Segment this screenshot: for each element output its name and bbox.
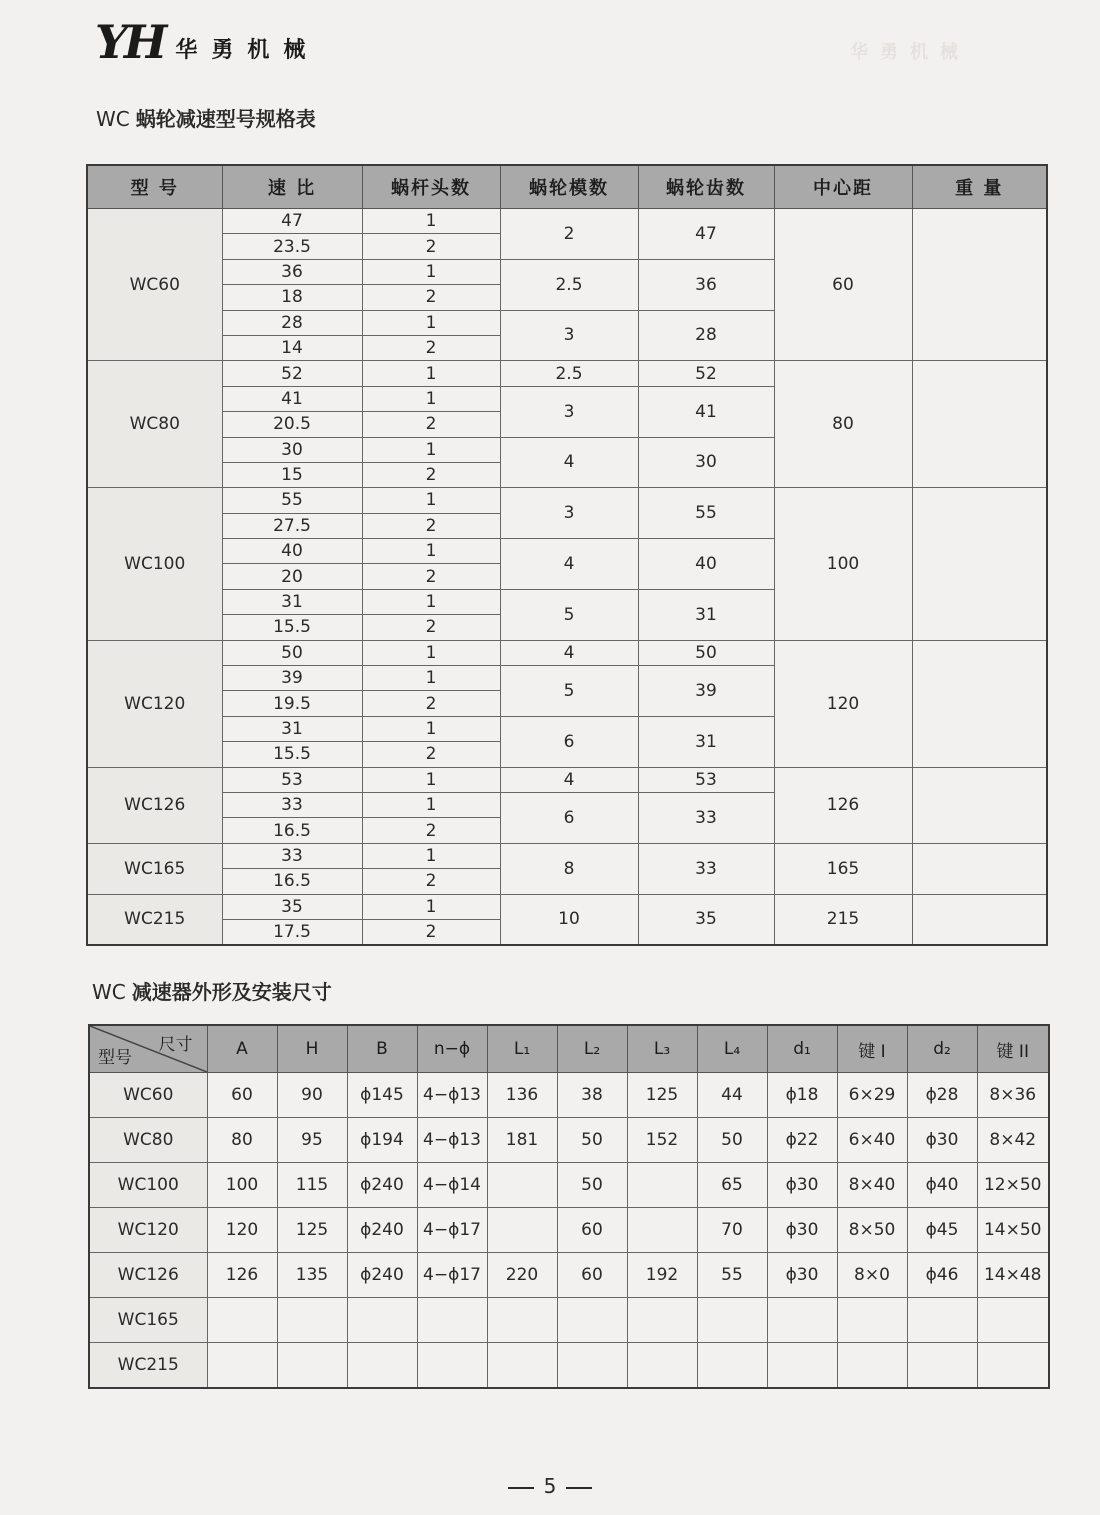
worm-starts-cell: 2 <box>362 335 500 360</box>
dim-header-cell: 键 I <box>837 1025 907 1073</box>
dim-header-cell: L₁ <box>487 1025 557 1073</box>
wheel-module-cell: 4 <box>500 437 638 488</box>
ratio-cell: 35 <box>222 894 362 919</box>
dim-header-cell: L₂ <box>557 1025 627 1073</box>
dim-value-cell: 181 <box>487 1118 557 1163</box>
dim-value-cell <box>487 1208 557 1253</box>
wheel-teeth-cell: 41 <box>638 386 774 437</box>
page-footer <box>0 1474 1100 1498</box>
center-distance-cell: 80 <box>774 361 912 488</box>
wheel-module-cell: 4 <box>500 640 638 665</box>
ratio-cell: 15.5 <box>222 615 362 640</box>
ratio-cell: 16.5 <box>222 869 362 894</box>
dim-value-cell: ϕ18 <box>767 1073 837 1118</box>
dim-value-cell: 4−ϕ14 <box>417 1163 487 1208</box>
dim-value-cell: ϕ30 <box>767 1253 837 1298</box>
wheel-teeth-cell: 30 <box>638 437 774 488</box>
worm-starts-cell: 2 <box>362 869 500 894</box>
dim-value-cell <box>557 1343 627 1389</box>
ratio-cell: 41 <box>222 386 362 411</box>
wheel-module-cell: 10 <box>500 894 638 945</box>
dim-table-title-text: 减速器外形及安装尺寸 <box>131 980 332 1004</box>
worm-starts-cell: 1 <box>362 666 500 691</box>
wheel-module-cell: 3 <box>500 488 638 539</box>
model-cell: WC80 <box>87 361 222 488</box>
ratio-cell: 15 <box>222 462 362 487</box>
ratio-cell: 20 <box>222 564 362 589</box>
dim-value-cell <box>907 1298 977 1343</box>
worm-starts-cell: 1 <box>362 767 500 792</box>
dim-value-cell: ϕ240 <box>347 1208 417 1253</box>
ratio-cell: 20.5 <box>222 412 362 437</box>
worm-starts-cell: 1 <box>362 209 500 234</box>
ratio-cell: 31 <box>222 589 362 614</box>
spec-header-cell: 中心距 <box>774 165 912 209</box>
ratio-cell: 30 <box>222 437 362 462</box>
dim-value-cell <box>207 1298 277 1343</box>
dim-header-cell: 键 II <box>977 1025 1049 1073</box>
spec-table-row <box>87 843 1047 868</box>
model-cell: WC126 <box>87 767 222 843</box>
dim-value-cell <box>417 1298 487 1343</box>
worm-starts-cell: 1 <box>362 539 500 564</box>
dim-value-cell: 135 <box>277 1253 347 1298</box>
spec-table-title <box>96 103 316 132</box>
dim-value-cell <box>487 1343 557 1389</box>
spec-table-row <box>87 209 1047 234</box>
center-distance-cell: 165 <box>774 843 912 894</box>
spec-table-row <box>87 640 1047 665</box>
wheel-module-cell: 3 <box>500 310 638 361</box>
worm-starts-cell: 2 <box>362 412 500 437</box>
wheel-module-cell: 6 <box>500 792 638 843</box>
model-cell: WC100 <box>89 1163 207 1208</box>
dim-value-cell <box>767 1298 837 1343</box>
dim-value-cell: 126 <box>207 1253 277 1298</box>
wheel-teeth-cell: 52 <box>638 361 774 386</box>
dim-value-cell: 8×42 <box>977 1118 1049 1163</box>
dim-value-cell: 38 <box>557 1073 627 1118</box>
wheel-module-cell: 2 <box>500 209 638 260</box>
dim-value-cell: 50 <box>697 1118 767 1163</box>
dim-value-cell: 14×48 <box>977 1253 1049 1298</box>
dim-value-cell: ϕ240 <box>347 1163 417 1208</box>
dim-value-cell <box>487 1298 557 1343</box>
spec-table-row <box>87 767 1047 792</box>
wheel-teeth-cell: 55 <box>638 488 774 539</box>
spec-header-cell: 速 比 <box>222 165 362 209</box>
model-cell: WC165 <box>89 1298 207 1343</box>
worm-starts-cell: 1 <box>362 589 500 614</box>
ratio-cell: 28 <box>222 310 362 335</box>
dim-header-cell: n−ϕ <box>417 1025 487 1073</box>
dim-value-cell: ϕ28 <box>907 1073 977 1118</box>
dim-value-cell <box>487 1163 557 1208</box>
ratio-cell: 23.5 <box>222 234 362 259</box>
wheel-teeth-cell: 53 <box>638 767 774 792</box>
worm-starts-cell: 2 <box>362 285 500 310</box>
ratio-cell: 15.5 <box>222 742 362 767</box>
corner-label-dimension: 尺寸 <box>158 1035 193 1055</box>
dim-value-cell: 6×29 <box>837 1073 907 1118</box>
dim-value-cell: 100 <box>207 1163 277 1208</box>
spec-table-title-text: 蜗轮减速型号规格表 <box>135 107 316 131</box>
dim-header-cell: A <box>207 1025 277 1073</box>
show-through-text: 华勇机械 <box>850 42 970 63</box>
spec-table-row <box>87 488 1047 513</box>
model-cell: WC60 <box>89 1073 207 1118</box>
spec-header-cell: 重 量 <box>912 165 1047 209</box>
dim-value-cell: ϕ30 <box>767 1208 837 1253</box>
dim-value-cell: 14×50 <box>977 1208 1049 1253</box>
dim-value-cell <box>627 1163 697 1208</box>
dim-value-cell: 4−ϕ13 <box>417 1118 487 1163</box>
ratio-cell: 27.5 <box>222 513 362 538</box>
weight-cell <box>912 843 1047 894</box>
weight-cell <box>912 640 1047 767</box>
spec-header-cell: 蜗杆头数 <box>362 165 500 209</box>
worm-starts-cell: 1 <box>362 792 500 817</box>
dim-value-cell <box>207 1343 277 1389</box>
center-distance-cell: 60 <box>774 209 912 361</box>
company-logo: YH <box>95 14 164 69</box>
dim-value-cell <box>347 1298 417 1343</box>
dim-value-cell: 120 <box>207 1208 277 1253</box>
wheel-module-cell: 5 <box>500 589 638 640</box>
worm-starts-cell: 2 <box>362 615 500 640</box>
ratio-cell: 18 <box>222 285 362 310</box>
dim-value-cell <box>907 1343 977 1389</box>
worm-starts-cell: 1 <box>362 310 500 335</box>
worm-starts-cell: 2 <box>362 564 500 589</box>
dim-value-cell: ϕ45 <box>907 1208 977 1253</box>
worm-starts-cell: 2 <box>362 462 500 487</box>
ratio-cell: 50 <box>222 640 362 665</box>
weight-cell <box>912 209 1047 361</box>
worm-starts-cell: 1 <box>362 259 500 284</box>
dim-value-cell: 95 <box>277 1118 347 1163</box>
model-cell: WC60 <box>87 209 222 361</box>
weight-cell <box>912 894 1047 945</box>
ratio-cell: 55 <box>222 488 362 513</box>
worm-starts-cell: 1 <box>362 894 500 919</box>
wheel-module-cell: 3 <box>500 386 638 437</box>
corner-header-cell <box>89 1025 207 1073</box>
dim-value-cell: 55 <box>697 1253 767 1298</box>
model-cell: WC80 <box>89 1118 207 1163</box>
model-cell: WC215 <box>89 1343 207 1389</box>
ratio-cell: 33 <box>222 843 362 868</box>
worm-starts-cell: 1 <box>362 386 500 411</box>
dim-header-cell: L₃ <box>627 1025 697 1073</box>
ratio-cell: 53 <box>222 767 362 792</box>
dim-value-cell: 125 <box>627 1073 697 1118</box>
ratio-cell: 39 <box>222 666 362 691</box>
dim-value-cell <box>627 1208 697 1253</box>
dim-value-cell: 50 <box>557 1163 627 1208</box>
dim-value-cell: 8×0 <box>837 1253 907 1298</box>
model-cell: WC120 <box>87 640 222 767</box>
dim-table-header-row <box>89 1025 1049 1073</box>
dim-value-cell <box>277 1343 347 1389</box>
dim-value-cell: 80 <box>207 1118 277 1163</box>
ratio-cell: 16.5 <box>222 818 362 843</box>
dim-value-cell: 70 <box>697 1208 767 1253</box>
wheel-teeth-cell: 31 <box>638 716 774 767</box>
wheel-teeth-cell: 47 <box>638 209 774 260</box>
dim-value-cell <box>627 1343 697 1389</box>
dim-value-cell <box>627 1298 697 1343</box>
worm-starts-cell: 2 <box>362 818 500 843</box>
dim-value-cell: 90 <box>277 1073 347 1118</box>
ratio-cell: 19.5 <box>222 691 362 716</box>
dim-table-row <box>89 1118 1049 1163</box>
ratio-cell: 40 <box>222 539 362 564</box>
dim-value-cell <box>347 1343 417 1389</box>
dim-value-cell: 8×36 <box>977 1073 1049 1118</box>
worm-starts-cell: 1 <box>362 640 500 665</box>
model-cell: WC165 <box>87 843 222 894</box>
dim-table-row <box>89 1298 1049 1343</box>
dim-value-cell <box>557 1298 627 1343</box>
dim-table-title-prefix: WC <box>92 980 126 1004</box>
spec-table <box>86 164 1048 946</box>
dim-value-cell: 8×50 <box>837 1208 907 1253</box>
dim-value-cell: ϕ145 <box>347 1073 417 1118</box>
dim-header-cell: d₂ <box>907 1025 977 1073</box>
dim-value-cell: 6×40 <box>837 1118 907 1163</box>
dim-table-title <box>92 976 332 1005</box>
dim-value-cell <box>837 1298 907 1343</box>
dim-table-row <box>89 1208 1049 1253</box>
worm-starts-cell: 1 <box>362 437 500 462</box>
dim-value-cell: 115 <box>277 1163 347 1208</box>
wheel-teeth-cell: 31 <box>638 589 774 640</box>
wheel-teeth-cell: 33 <box>638 792 774 843</box>
wheel-module-cell: 8 <box>500 843 638 894</box>
dim-value-cell <box>767 1343 837 1389</box>
dim-value-cell: 152 <box>627 1118 697 1163</box>
spec-header-cell: 蜗轮齿数 <box>638 165 774 209</box>
dim-table-row <box>89 1343 1049 1389</box>
center-distance-cell: 120 <box>774 640 912 767</box>
page-header <box>95 14 319 69</box>
worm-starts-cell: 2 <box>362 742 500 767</box>
center-distance-cell: 100 <box>774 488 912 640</box>
worm-starts-cell: 1 <box>362 488 500 513</box>
dim-value-cell: ϕ46 <box>907 1253 977 1298</box>
spec-header-cell: 蜗轮模数 <box>500 165 638 209</box>
dim-header-cell: d₁ <box>767 1025 837 1073</box>
wheel-module-cell: 2.5 <box>500 361 638 386</box>
worm-starts-cell: 2 <box>362 234 500 259</box>
dim-value-cell: ϕ30 <box>907 1118 977 1163</box>
dim-value-cell: 220 <box>487 1253 557 1298</box>
worm-starts-cell: 2 <box>362 691 500 716</box>
dim-value-cell: 8×40 <box>837 1163 907 1208</box>
dim-value-cell <box>697 1298 767 1343</box>
model-cell: WC126 <box>89 1253 207 1298</box>
wheel-module-cell: 4 <box>500 539 638 590</box>
worm-starts-cell: 2 <box>362 513 500 538</box>
dim-value-cell <box>837 1343 907 1389</box>
worm-starts-cell: 2 <box>362 919 500 945</box>
wheel-teeth-cell: 50 <box>638 640 774 665</box>
dim-value-cell: 60 <box>557 1253 627 1298</box>
dim-value-cell: 44 <box>697 1073 767 1118</box>
spec-header-cell: 型 号 <box>87 165 222 209</box>
model-cell: WC100 <box>87 488 222 640</box>
dim-value-cell: 4−ϕ17 <box>417 1208 487 1253</box>
wheel-teeth-cell: 35 <box>638 894 774 945</box>
dim-value-cell: ϕ194 <box>347 1118 417 1163</box>
weight-cell <box>912 488 1047 640</box>
ratio-cell: 33 <box>222 792 362 817</box>
ratio-cell: 17.5 <box>222 919 362 945</box>
dim-table-row <box>89 1163 1049 1208</box>
dim-value-cell: 60 <box>207 1073 277 1118</box>
ratio-cell: 47 <box>222 209 362 234</box>
dim-value-cell: 192 <box>627 1253 697 1298</box>
dim-table-row <box>89 1253 1049 1298</box>
dim-value-cell: 4−ϕ17 <box>417 1253 487 1298</box>
footer-dash-right <box>566 1487 592 1489</box>
ratio-cell: 36 <box>222 259 362 284</box>
worm-starts-cell: 1 <box>362 361 500 386</box>
spec-table-row <box>87 894 1047 919</box>
dim-value-cell <box>697 1343 767 1389</box>
dim-value-cell <box>977 1298 1049 1343</box>
wheel-teeth-cell: 40 <box>638 539 774 590</box>
wheel-teeth-cell: 39 <box>638 666 774 717</box>
model-cell: WC120 <box>89 1208 207 1253</box>
dim-value-cell: 4−ϕ13 <box>417 1073 487 1118</box>
dim-header-cell: H <box>277 1025 347 1073</box>
wheel-module-cell: 4 <box>500 767 638 792</box>
wheel-module-cell: 6 <box>500 716 638 767</box>
dim-value-cell <box>277 1298 347 1343</box>
corner-label-model: 型号 <box>98 1048 132 1068</box>
spec-table-row <box>87 361 1047 386</box>
dim-table-row <box>89 1073 1049 1118</box>
weight-cell <box>912 767 1047 843</box>
dim-value-cell: 136 <box>487 1073 557 1118</box>
worm-starts-cell: 1 <box>362 843 500 868</box>
dim-value-cell <box>417 1343 487 1389</box>
wheel-teeth-cell: 33 <box>638 843 774 894</box>
footer-dash-left <box>508 1487 534 1489</box>
ratio-cell: 31 <box>222 716 362 741</box>
dim-value-cell: 60 <box>557 1208 627 1253</box>
center-distance-cell: 126 <box>774 767 912 843</box>
dim-header-cell: L₄ <box>697 1025 767 1073</box>
wheel-teeth-cell: 28 <box>638 310 774 361</box>
wheel-teeth-cell: 36 <box>638 259 774 310</box>
weight-cell <box>912 361 1047 488</box>
company-name: 华勇机械 <box>175 38 320 63</box>
dim-value-cell: 50 <box>557 1118 627 1163</box>
wheel-module-cell: 5 <box>500 666 638 717</box>
dim-value-cell: ϕ40 <box>907 1163 977 1208</box>
spec-table-header-row <box>87 165 1047 209</box>
ratio-cell: 14 <box>222 335 362 360</box>
dim-value-cell: 65 <box>697 1163 767 1208</box>
dim-value-cell: 12×50 <box>977 1163 1049 1208</box>
dimension-table <box>88 1024 1050 1389</box>
ratio-cell: 52 <box>222 361 362 386</box>
dim-value-cell: ϕ30 <box>767 1163 837 1208</box>
dim-value-cell: ϕ240 <box>347 1253 417 1298</box>
dim-value-cell: 125 <box>277 1208 347 1253</box>
spec-table-title-prefix: WC <box>96 107 130 131</box>
dim-value-cell: ϕ22 <box>767 1118 837 1163</box>
page-number: 5 <box>543 1474 557 1498</box>
center-distance-cell: 215 <box>774 894 912 945</box>
model-cell: WC215 <box>87 894 222 945</box>
dim-header-cell: B <box>347 1025 417 1073</box>
wheel-module-cell: 2.5 <box>500 259 638 310</box>
dim-value-cell <box>977 1343 1049 1389</box>
worm-starts-cell: 1 <box>362 716 500 741</box>
